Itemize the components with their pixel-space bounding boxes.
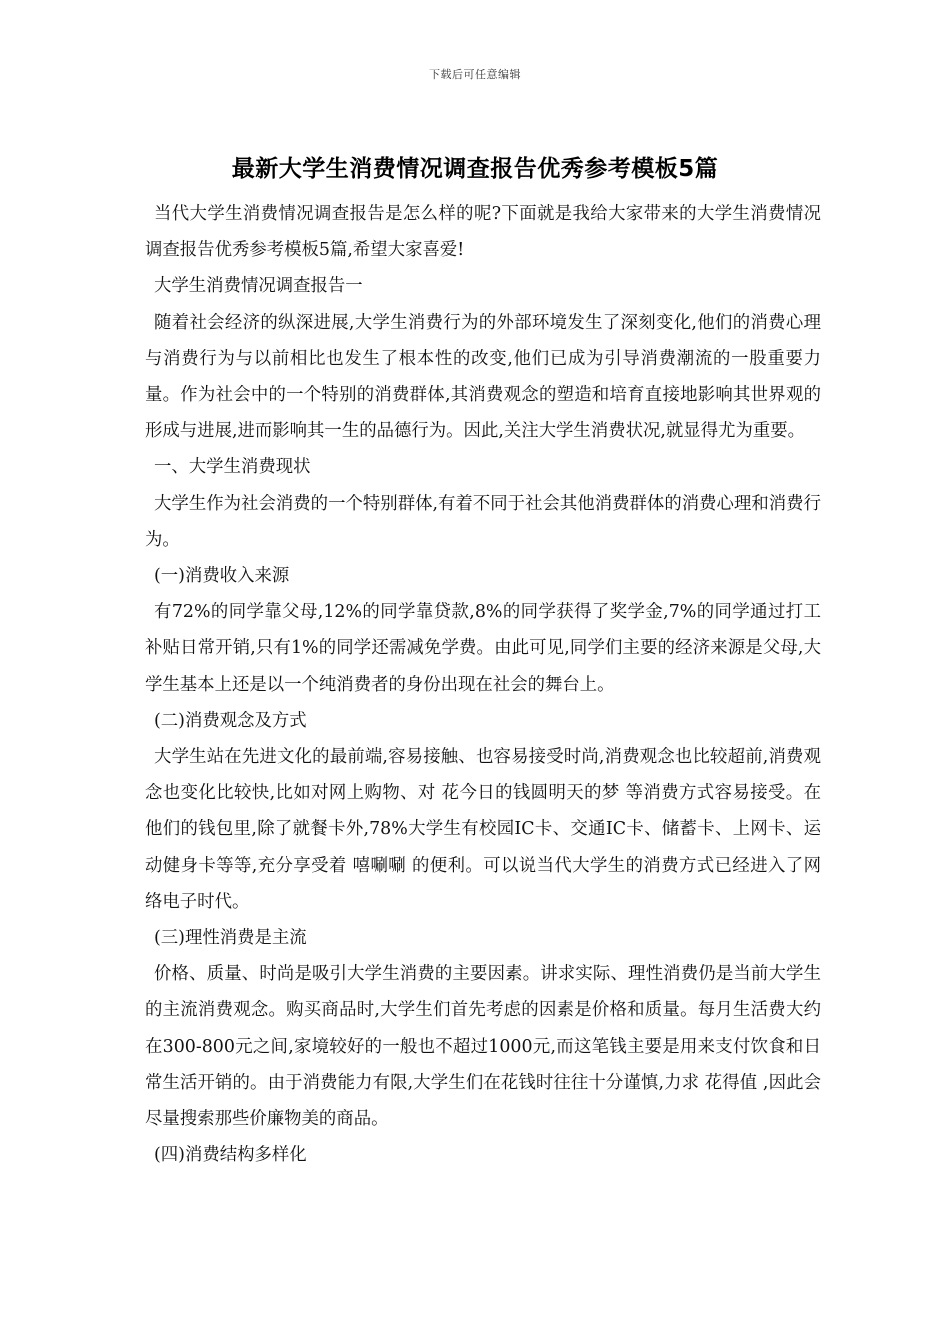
report-one-heading: 大学生消费情况调查报告一 — [154, 276, 363, 297]
body-paragraph: 有72%的同学靠父母,12%的同学靠贷款,8%的同学获得了奖学金,7%的同学通过打工补贴日常开销,只有1%的同学还需减免学费。由此可见,同学们主要的经济来源是父母,大学生基本上还是以一个纯消费者的身份出现在社会的舞台上。 — [145, 602, 821, 695]
body-paragraph: 大学生作为社会消费的一个特别群体,有着不同于社会其他消费群体的消费心理和消费行为。 — [145, 493, 821, 550]
document-title: 最新大学生消费情况调查报告优秀参考模板5篇 — [231, 156, 719, 182]
body-paragraph: 大学生站在先进文化的最前端,容易接触、也容易接受时尚,消费观念也比较超前,消费观念也变化比较快,比如对网上购物、对 花今日的钱圆明天的梦 等消费方式容易接受。在他们的钱包里,除了就餐卡外,78%大学生有校园IC卡、交通IC卡、储蓄卡、上网卡、运动健身卡等等,充分享受着 嘻唰唰 的便利。可以说当代大学生的消费方式已经进入了网络电子时代。 — [145, 747, 821, 912]
body-paragraph: 随着社会经济的纵深进展,大学生消费行为的外部环境发生了深刻变化,他们的消费心理与消费行为与以前相比也发生了根本性的改变,他们已成为引导消费潮流的一股重要力量。作为社会中的一个特别的消费群体,其消费观念的塑造和培育直接地影响其世界观的形成与进展,进而影响其一生的品德行为。因此,关注大学生消费状况,就显得尤为重要。 — [145, 312, 821, 442]
intro-paragraph: 当代大学生消费情况调查报告是怎么样的呢?下面就是我给大家带来的大学生消费情况调查报告优秀参考模板5篇,希望大家喜爱! — [145, 204, 821, 261]
subsection-heading: (四)消费结构多样化 — [154, 1145, 307, 1166]
page-header-note: 下载后可任意编辑 — [429, 68, 521, 81]
subsection-heading: (二)消费观念及方式 — [154, 710, 307, 731]
body-paragraph: 价格、质量、时尚是吸引大学生消费的主要因素。讲求实际、理性消费仍是当前大学生的主流消费观念。购买商品时,大学生们首先考虑的因素是价格和质量。每月生活费大约在300-800元之间,家境较好的一般也不超过1000元,而这笔钱主要是用来支付饮食和日常生活开销的。由于消费能力有限,大学生们在花钱时往往十分谨慎,力求 花得值 ,因此会尽量搜索那些价廉物美的商品。 — [145, 964, 821, 1130]
subsection-heading: (三)理性消费是主流 — [154, 928, 307, 949]
document-body — [145, 196, 821, 1173]
subsection-heading: (一)消费收入来源 — [154, 566, 290, 587]
section-heading: 一、大学生消费现状 — [154, 457, 311, 478]
